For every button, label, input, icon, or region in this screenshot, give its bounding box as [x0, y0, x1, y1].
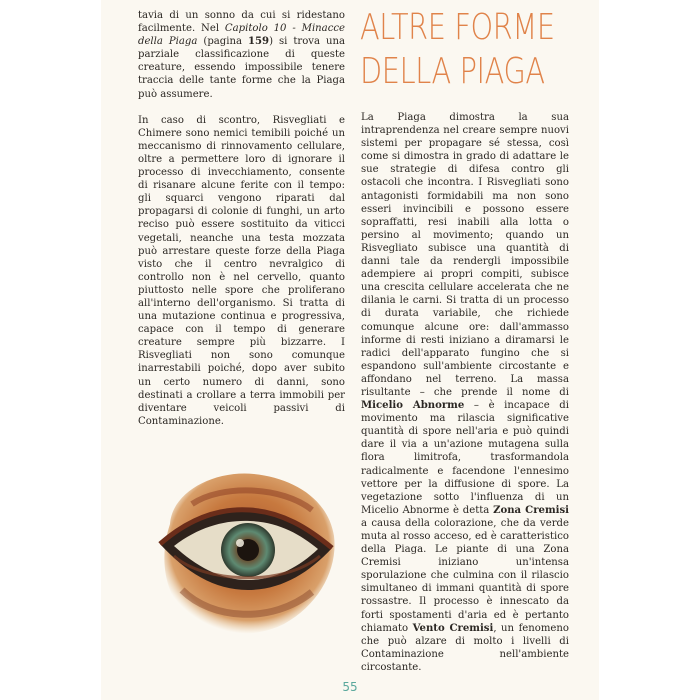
paragraph-plague-forms	[361, 111, 569, 674]
paragraph-combat: In caso di scontro, Risvegliati e Chimere sono nemici temibili poiché un meccanismo di rinnovamento cellulare, oltre a permettere loro di ignorare il processo di invecchiamento, consente di risanare alcune ferite con il tempo: gli squarci vengono riparati dal propagarsi di colonie di funghi, un arto reciso può essere sostituito da viticci vegetali, neanche una testa mozzata può arrestare queste forze della Piaga visto che il centro nevralgico di controllo non è nel cervello, quanto piuttosto nelle spore che proliferano all'interno dell'organismo. Si tratta di una mutazione continua e progressiva, capace con il tempo di generare creature sempre più bizzarre. I Risvegliati non sono comunque inarrestabili poiché, dopo aver subito un certo numero di danni, sono destinati a crollare a terra immobili per diventare veicoli passivi di Contaminazione.	[138, 114, 345, 427]
text-run: ) si trova una parziale classificazione di queste creature, essendo impossibile tenere traccia delle tante forme che la Piaga può assumere.	[138, 36, 346, 100]
title-line-1: ALTRE FORME	[360, 7, 555, 48]
text-run: , un fenomeno che può alzare di molto i livelli di Contaminazione nell'ambiente circostante.	[361, 622, 569, 673]
text-run: a causa della colorazione, che da verde muta al rosso acceso, ed è caratteristico della Piaga. Le piante di una Zona Cremisi iniziano un'intensa sporulazione che culmina con il rilascio simultaneo di immani quantità di spore rossastre. Il processo è innescato da forti spostamenti d'aria ed è pertanto chiamato	[361, 517, 569, 634]
right-column	[361, 111, 569, 674]
section-title	[360, 6, 555, 94]
chapter-reference: Capitolo 10 - Minacce della Piaga	[138, 23, 345, 48]
paragraph-continued	[138, 9, 345, 101]
term-micelio-abnorme: Micelio Abnorme	[361, 400, 465, 412]
eye-illustration	[152, 464, 338, 642]
term-zona-cremisi: Zona Cremisi	[493, 504, 569, 516]
text-run: – è incapace di movimento ma rilascia significative quantità di spore nell'aria e può quindi dare il via a un'azione mutagena sulla flora limitrofa, trasformandola radicalmente e facendone l'ennesimo vettore per la diffusione di spore. La vegetazione sotto l'influenza di un Micelio Abnorme è detta	[361, 400, 569, 516]
term-vento-cremisi: Vento Cremisi	[412, 622, 494, 634]
text-run: (pagina	[197, 36, 248, 48]
text-run: La Piaga dimostra la sua intraprendenza nel creare sempre nuovi sistemi per propagare sé stessa, così come si dimostra in grado di adattare le sue strategie di difesa contro gli ostacoli che incontra. I Risvegliati sono antagonisti formidabili ma non sono esseri invincibili e possono essere sopraffatti, resi inabili alla lotta o persino al movimento; quando un Risvegliato subisce una quantità di danni tale da rendergli impossibile adempiere ai propri compiti, subisce una crescita cellulare accelerata che ne dilania le carni. Si tratta di un processo di durata variabile, che richiede comunque alcune ore: dall'ammasso informe di resti iniziano a diramarsi le radici dell'apparato fungino che si espandono sull'ambiente circostante e affondano nel terreno. La massa risultante – che prende il nome di	[361, 112, 569, 398]
left-column	[138, 9, 345, 428]
page-number: 55	[342, 680, 358, 694]
text-run: tavia di un sonno da cui si ridestano facilmente. Nel	[138, 10, 345, 35]
page-reference: 159	[247, 36, 270, 48]
title-line-2: DELLA PIAGA	[360, 51, 545, 92]
